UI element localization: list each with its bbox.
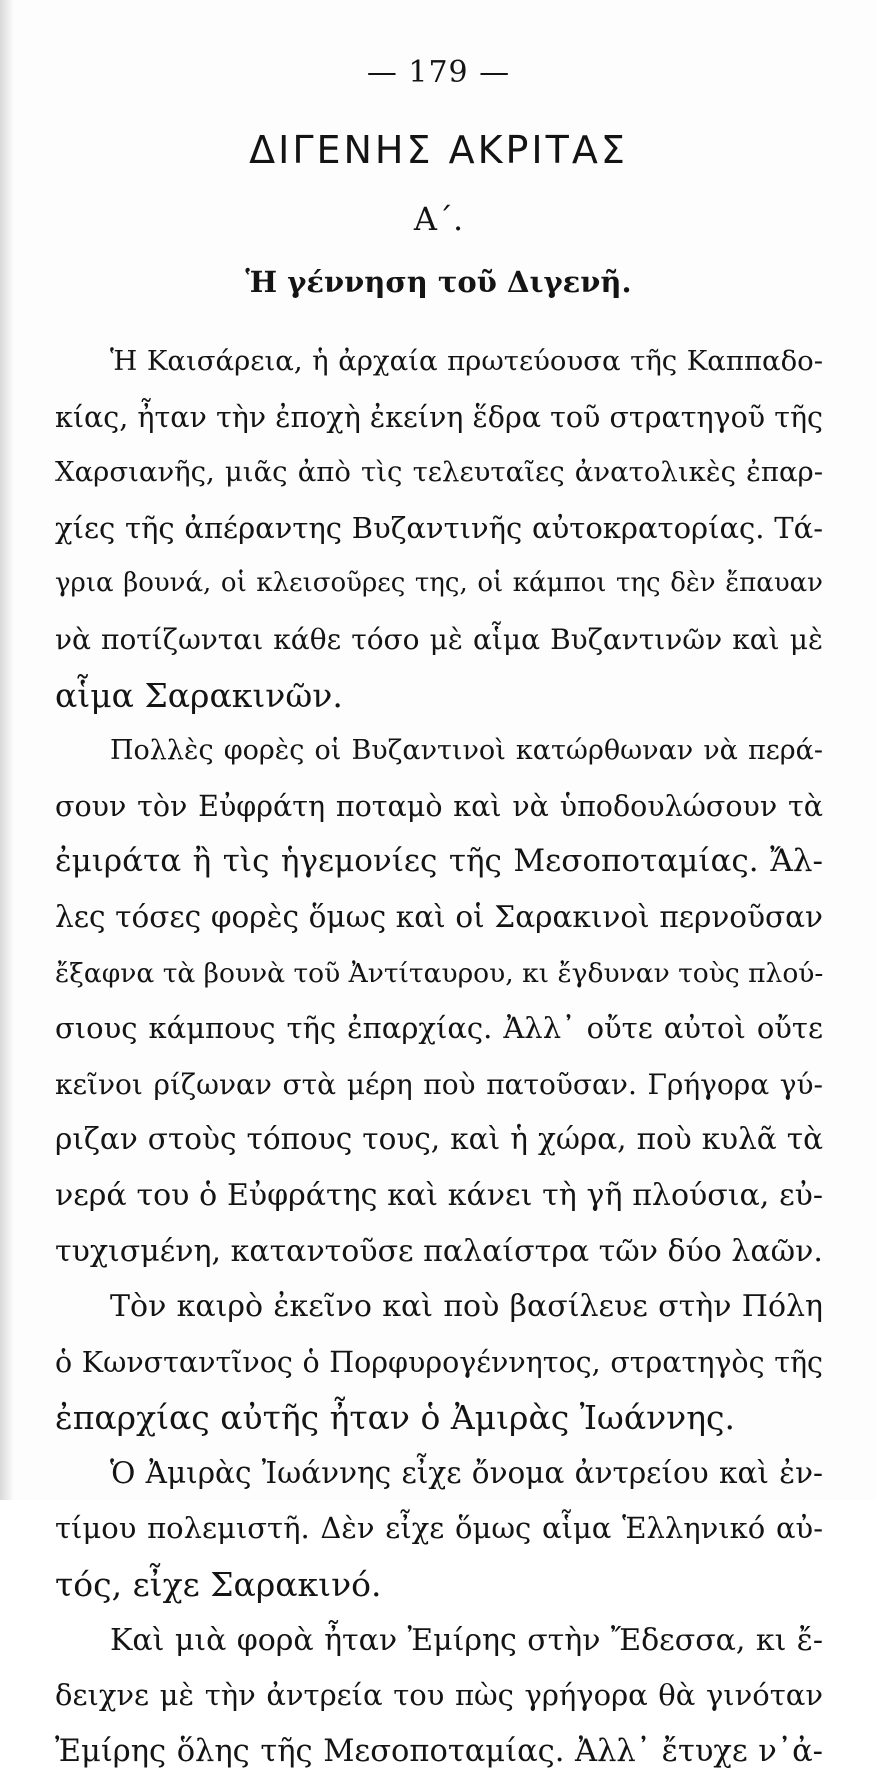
text-line: ὁ Κωνσταντῖνος ὁ Πορφυρογέννητος, στρατηγὸς τῆς bbox=[55, 1345, 823, 1379]
text-line: Καὶ μιὰ φορὰ ἦταν Ἐμίρης στὴν Ἔδεσσα, κι ἔ- bbox=[110, 1622, 823, 1658]
section-subtitle: Ἡ γέννηση τοῦ Διγενῆ. bbox=[245, 265, 632, 299]
text-line: Πολλὲς φορὲς οἱ Βυζαντινοὶ κατώρθωναν νὰ περά- bbox=[110, 735, 823, 767]
text-line: Ἡ Καισάρεια, ἡ ἀρχαία πρωτεύουσα τῆς Καππαδο- bbox=[110, 345, 823, 377]
text-line: χίες τῆς ἀπέραντης Βυζαντινῆς αὐτοκρατορίας. Τά- bbox=[55, 510, 823, 545]
text-line: ἔξαφνα τὰ βουνὰ τοῦ Ἀντίταυρου, κι ἔγδυναν τοὺς πλού- bbox=[55, 957, 824, 989]
text-line: αἷμα Σαρακινῶν. bbox=[55, 675, 343, 715]
text-line: τίμου πολεμιστῆ. Δὲν εἶχε ὅμως αἷμα Ἑλληνικό αὐ- bbox=[55, 1511, 823, 1546]
text-line: Χαρσιανῆς, μιᾶς ἀπὸ τὶς τελευταῖες ἀνατολικὲς ἐπαρ- bbox=[55, 456, 823, 489]
text-line: ἐμιράτα ἢ τὶς ἡγεμονίες τῆς Μεσοποταμίας. Ἄλ- bbox=[55, 843, 823, 880]
text-line: γρια βουνά, οἱ κλεισοῦρες της, οἱ κάμποι της δὲν ἔπαυαν bbox=[55, 568, 823, 599]
text-line: κεῖνοι ρίζωναν στὰ μέρη ποὺ πατοῦσαν. Γρήγορα γύ- bbox=[55, 1067, 823, 1101]
text-line: νερά του ὁ Εὐφράτης καὶ κάνει τὴ γῆ πλούσια, εὐ- bbox=[55, 1177, 823, 1213]
text-line: Ὁ Ἀμιρὰς Ἰωάννης εἶχε ὄνομα ἀντρείου καὶ ἐν- bbox=[110, 1455, 823, 1490]
text-line: Τὸν καιρὸ ἐκεῖνο καὶ ποὺ βασίλευε στὴν Πόλη bbox=[110, 1289, 823, 1325]
body-text bbox=[55, 334, 823, 1779]
chapter-heading: Α΄. bbox=[413, 200, 464, 238]
text-line: λες τόσες φορὲς ὅμως καὶ οἱ Σαρακινοὶ περνοῦσαν bbox=[55, 899, 823, 934]
page-number: — 179 — bbox=[366, 55, 511, 90]
text-line: τυχισμένη, καταντοῦσε παλαίστρα τῶν δύο λαῶν. bbox=[55, 1233, 823, 1269]
page-title: ΔΙΓΕΝΗΣ ΑΚΡΙΤΑΣ bbox=[249, 128, 628, 172]
text-line: Ἐμίρης ὅλης τῆς Μεσοποταμίας. Ἀλλ᾽ ἔτυχε ν᾽ἀ- bbox=[55, 1733, 823, 1769]
text-line: ριζαν στοὺς τόπους τους, καὶ ἡ χώρα, ποὺ κυλᾶ τὰ bbox=[55, 1122, 823, 1157]
text-line: σουν τὸν Εὐφράτη ποταμὸ καὶ νὰ ὑποδουλώσουν τὰ bbox=[55, 789, 823, 823]
text-line: κίας, ἦταν τὴν ἐποχὴ ἐκείνη ἕδρα τοῦ στρατηγοῦ τῆς bbox=[55, 400, 823, 434]
text-line: νὰ ποτίζωνται κάθε τόσο μὲ αἷμα Βυζαντινῶν καὶ μὲ bbox=[55, 622, 823, 656]
text-line: δειχνε μὲ τὴν ἀντρεία του πὼς γρήγορα θὰ γινόταν bbox=[55, 1678, 823, 1713]
text-line: σιους κάμπους τῆς ἐπαρχίας. Ἀλλ᾽ οὔτε αὐτοὶ οὔτε bbox=[55, 1011, 823, 1046]
text-line: ἐπαρχίας αὐτῆς ἦταν ὁ Ἀμιρὰς Ἰωάννης. bbox=[55, 1398, 735, 1438]
text-line: τός, εἶχε Σαρακινό. bbox=[55, 1565, 382, 1605]
